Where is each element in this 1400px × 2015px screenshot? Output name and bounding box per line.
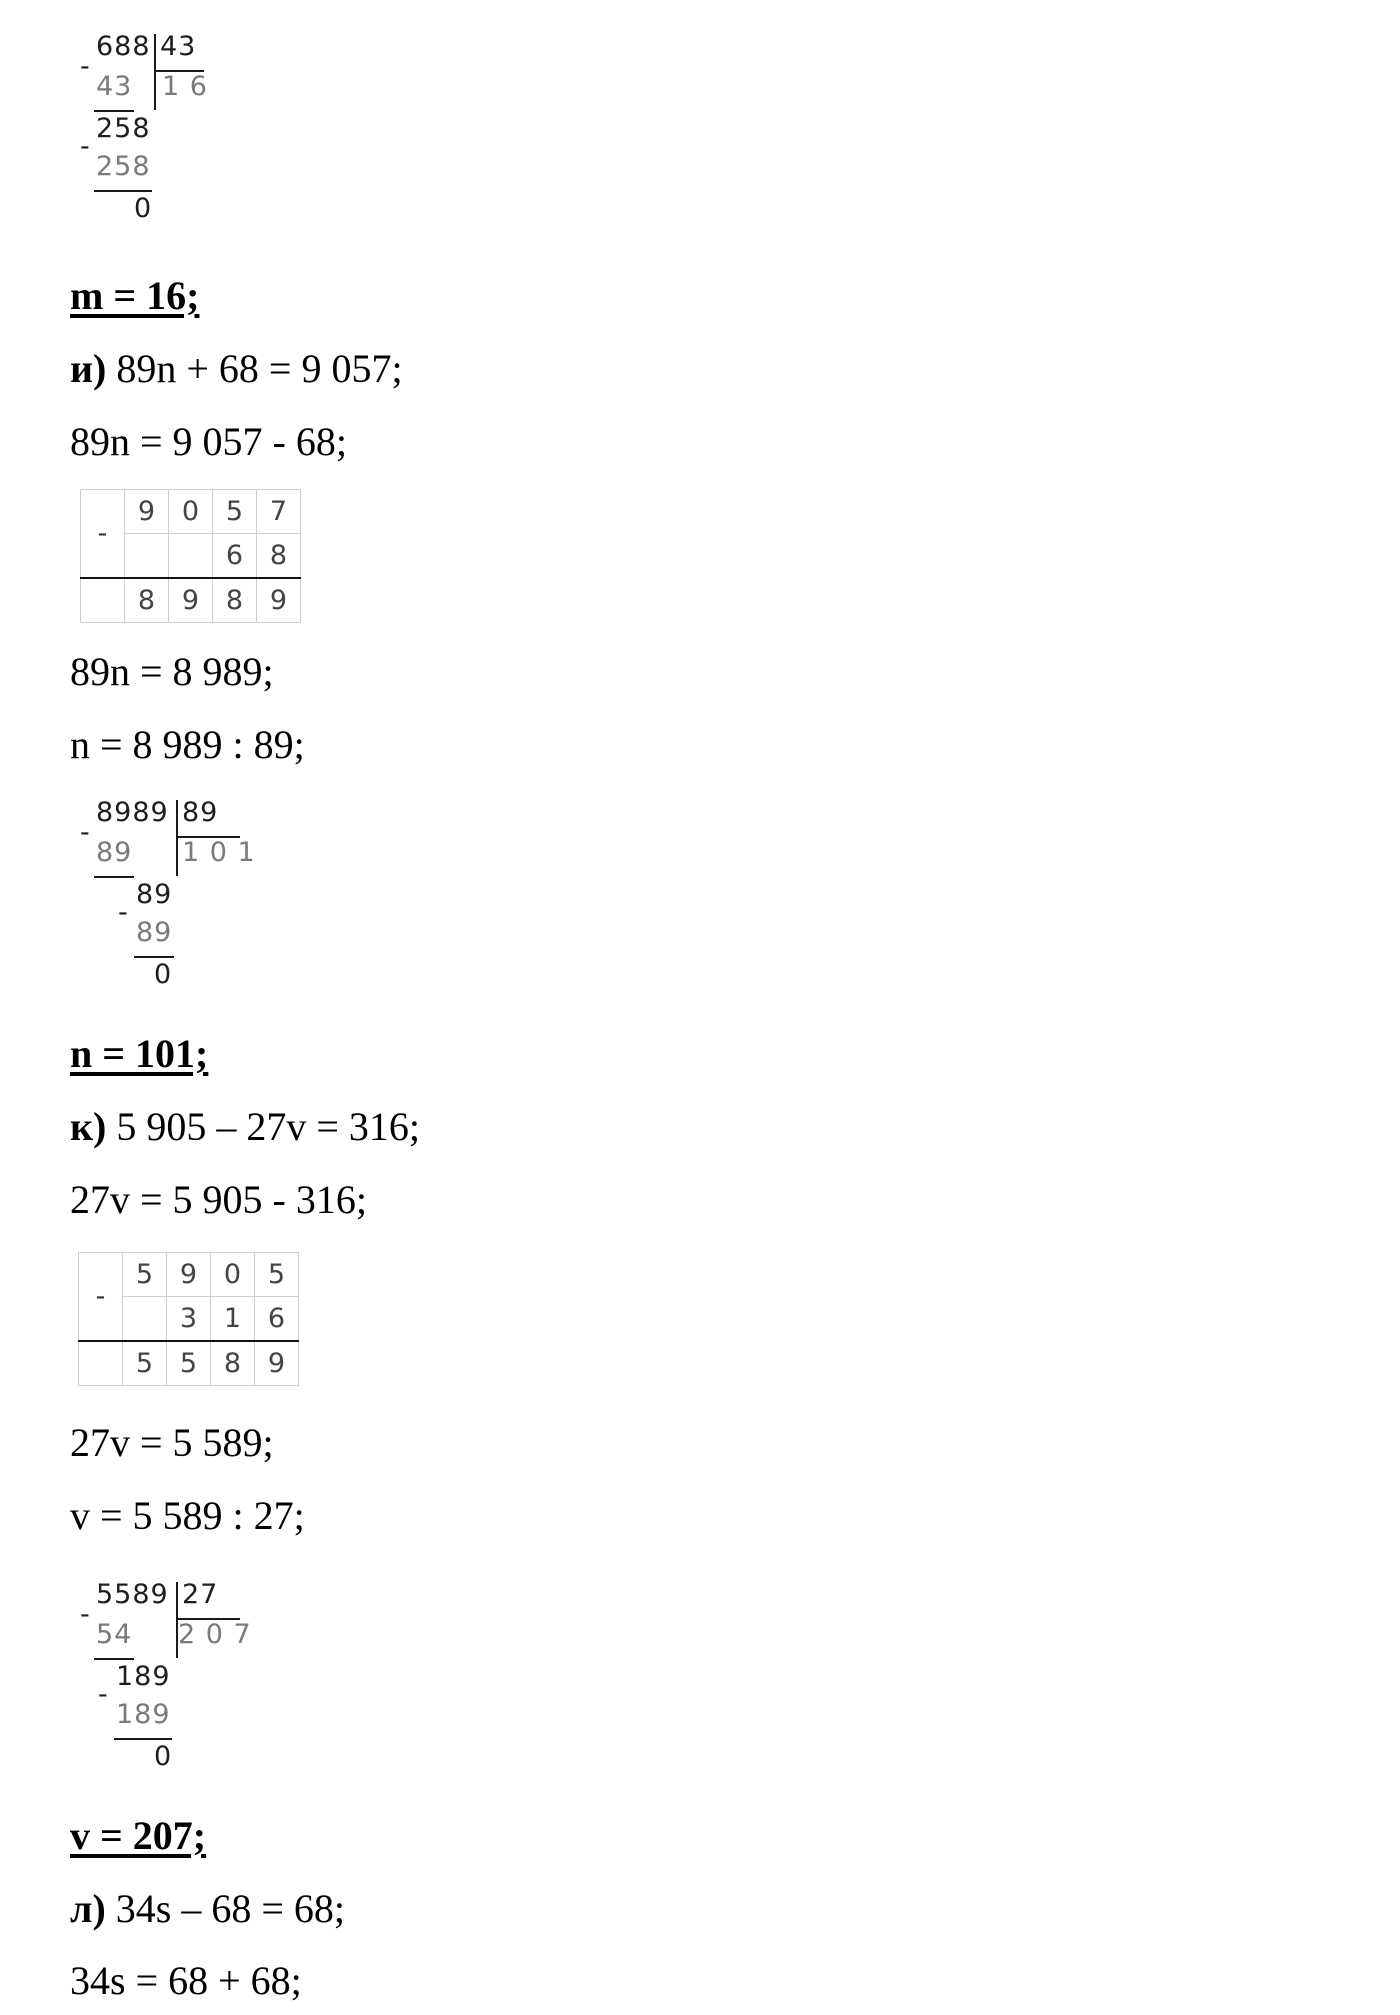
grid-cell: 5 bbox=[123, 1253, 167, 1297]
grid-cell bbox=[81, 578, 125, 623]
subtraction-line bbox=[134, 956, 174, 958]
minus-sign: - bbox=[81, 490, 125, 579]
grid-cell: 5 bbox=[213, 490, 257, 534]
equation: 34s – 68 = 68; bbox=[115, 1886, 346, 1931]
division-bar bbox=[176, 800, 178, 876]
subtraction-line bbox=[114, 1738, 172, 1740]
subtrahend: 43 bbox=[96, 71, 133, 102]
subtraction-grid-5905-316 bbox=[78, 1252, 299, 1386]
minus-sign: - bbox=[118, 897, 129, 928]
quotient: 1 6 bbox=[162, 71, 208, 102]
grid-cell: 9 bbox=[167, 1253, 211, 1297]
grid-cell: 7 bbox=[257, 490, 301, 534]
long-division-5589-by-27 bbox=[78, 1580, 258, 1780]
grid-cell bbox=[123, 1297, 167, 1342]
long-division-8989-by-89 bbox=[78, 798, 258, 998]
subtrahend-2: 258 bbox=[96, 151, 151, 182]
step-line: 89n = 9 057 - 68; bbox=[70, 419, 347, 464]
step-line: 27v = 5 589; bbox=[70, 1420, 274, 1465]
grid-cell bbox=[125, 534, 169, 579]
quotient: 1 0 1 bbox=[182, 837, 256, 868]
dividend: 8989 bbox=[96, 797, 169, 828]
minus-sign: - bbox=[80, 817, 91, 848]
problem-label: л) bbox=[70, 1886, 106, 1931]
remainder-1: 189 bbox=[116, 1661, 171, 1692]
grid-cell: 9 bbox=[255, 1341, 299, 1386]
problem-label: к) bbox=[70, 1104, 107, 1149]
step-line: 34s = 68 + 68; bbox=[70, 1958, 302, 2003]
subtraction-line bbox=[94, 110, 134, 112]
division-bar bbox=[154, 34, 156, 110]
divisor: 43 bbox=[160, 31, 197, 62]
subtrahend: 89 bbox=[96, 837, 133, 868]
divisor: 89 bbox=[182, 797, 219, 828]
step-line: v = 5 589 : 27; bbox=[70, 1493, 305, 1538]
subtraction-line bbox=[94, 876, 134, 878]
subtraction-line bbox=[94, 1658, 134, 1660]
remainder: 0 bbox=[134, 193, 153, 224]
answer-v: v = 207; bbox=[70, 1813, 207, 1858]
step-line: n = 8 989 : 89; bbox=[70, 722, 305, 767]
equation: 5 905 – 27v = 316; bbox=[116, 1104, 421, 1149]
divisor: 27 bbox=[182, 1579, 219, 1610]
minus-sign: - bbox=[80, 1599, 91, 1630]
grid-cell bbox=[169, 534, 213, 579]
answer-n: n = 101; bbox=[70, 1031, 209, 1076]
grid-cell: 0 bbox=[169, 490, 213, 534]
grid-cell: 1 bbox=[211, 1297, 255, 1342]
problem-i bbox=[70, 345, 403, 393]
subtraction-grid-9057-68 bbox=[80, 489, 301, 623]
grid-cell: 0 bbox=[211, 1253, 255, 1297]
subtraction-line bbox=[94, 190, 152, 192]
grid-cell: 8 bbox=[125, 578, 169, 623]
problem-l bbox=[70, 1885, 345, 1933]
subtrahend: 54 bbox=[96, 1619, 133, 1650]
answer-m: m = 16; bbox=[70, 273, 200, 318]
grid-cell: 9 bbox=[125, 490, 169, 534]
problem-k bbox=[70, 1103, 420, 1151]
step-line: 89n = 8 989; bbox=[70, 649, 274, 694]
minus-sign: - bbox=[80, 51, 91, 82]
remainder-1: 258 bbox=[96, 113, 151, 144]
grid-cell: 3 bbox=[167, 1297, 211, 1342]
equation: 89n + 68 = 9 057; bbox=[116, 346, 403, 391]
minus-sign: - bbox=[98, 1679, 109, 1710]
remainder: 0 bbox=[154, 959, 173, 990]
grid-cell: 5 bbox=[167, 1341, 211, 1386]
grid-cell bbox=[79, 1341, 123, 1386]
grid-cell: 6 bbox=[255, 1297, 299, 1342]
subtrahend-2: 89 bbox=[136, 917, 173, 948]
long-division-688-by-43 bbox=[78, 32, 218, 232]
quotient: 2 0 7 bbox=[178, 1619, 252, 1650]
grid-cell: 8 bbox=[257, 534, 301, 579]
subtrahend-2: 189 bbox=[116, 1699, 171, 1730]
grid-cell: 5 bbox=[255, 1253, 299, 1297]
grid-cell: 5 bbox=[123, 1341, 167, 1386]
minus-sign: - bbox=[79, 1253, 123, 1342]
step-line: 27v = 5 905 - 316; bbox=[70, 1177, 367, 1222]
remainder: 0 bbox=[154, 1741, 173, 1772]
problem-label: и) bbox=[70, 346, 107, 391]
grid-cell: 6 bbox=[213, 534, 257, 579]
grid-cell: 8 bbox=[211, 1341, 255, 1386]
grid-cell: 9 bbox=[257, 578, 301, 623]
dividend: 688 bbox=[96, 31, 151, 62]
grid-cell: 8 bbox=[213, 578, 257, 623]
minus-sign: - bbox=[80, 131, 91, 162]
grid-cell: 9 bbox=[169, 578, 213, 623]
dividend: 5589 bbox=[96, 1579, 169, 1610]
remainder-1: 89 bbox=[136, 879, 173, 910]
